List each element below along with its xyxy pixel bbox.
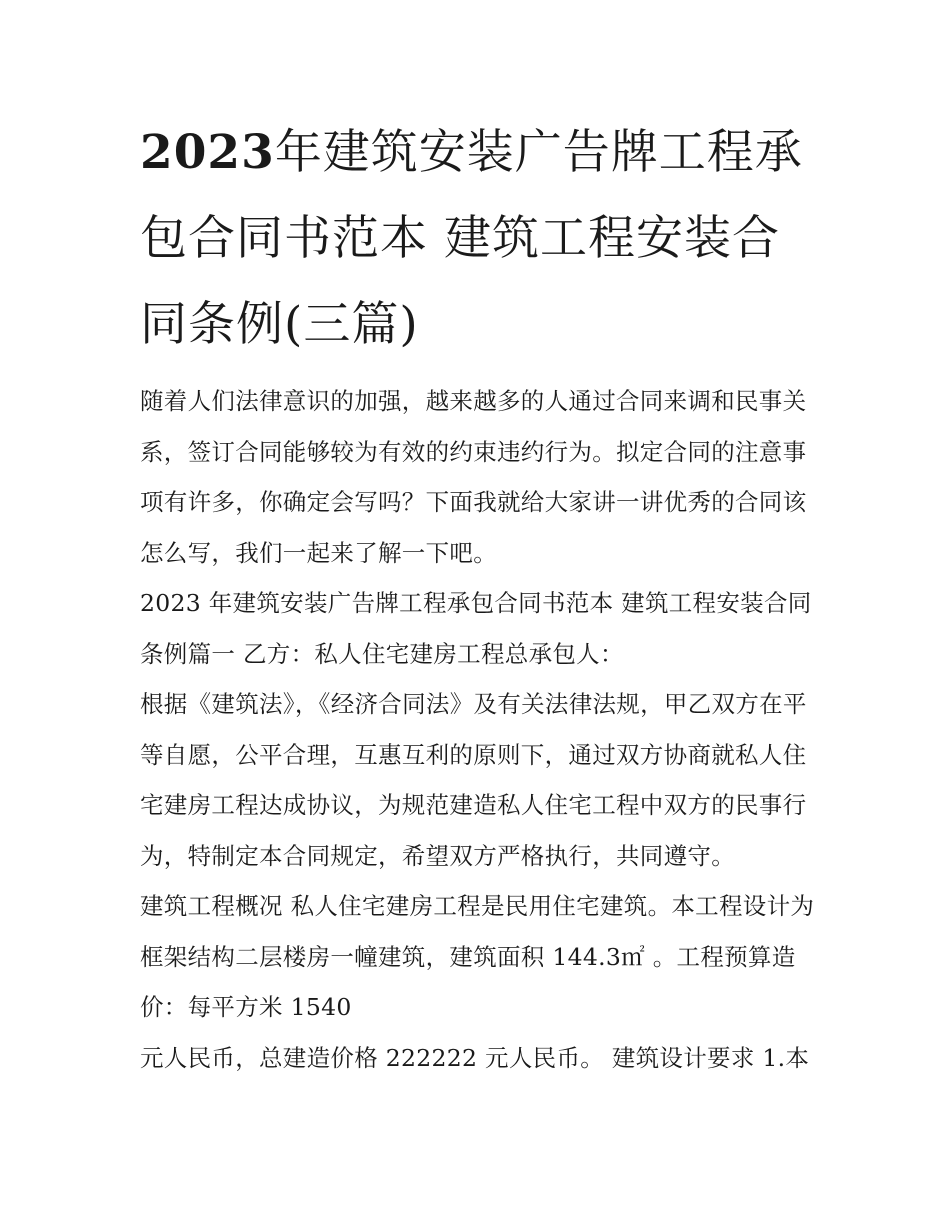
title-year: 2023 xyxy=(140,125,275,180)
document-body xyxy=(140,376,820,1083)
price-paragraph: 元人民币，总建造价格 222222 元人民币。 建筑设计要求 1.本 xyxy=(140,1043,810,1072)
intro-paragraph: 随着人们法律意识的加强，越来越多的人通过合同来调和民事关系，签订合同能够较为有效的约束违约行为。拟定合同的注意事项有许多，你确定会写吗？下面我就给大家讲一讲优秀的合同该怎么写，我们一起来了解一下吧。 xyxy=(140,387,807,567)
section-heading-paragraph: 2023 年建筑安装广告牌工程承包合同书范本 建筑工程安装合同条例篇一 乙方：私人住宅建房工程总承包人： xyxy=(140,589,812,668)
document-page xyxy=(140,110,820,1083)
legal-basis-paragraph: 根据《建筑法》，《经济合同法》及有关法律法规，甲乙双方在平等自愿，公平合理，互惠互利的原则下，通过双方协商就私人住宅建房工程达成协议，为规范建造私人住宅工程中双方的民事行为，特制定本合同规定，希望双方严格执行，共同遵守。 xyxy=(140,690,807,870)
title-text: 年建筑安装广告牌工程承包合同书范本 建筑工程安装合同条例(三篇) xyxy=(140,125,803,352)
project-overview-paragraph: 建筑工程概况 私人住宅建房工程是民用住宅建筑。本工程设计为框架结构二层楼房一幢建筑，建筑面积 144.3㎡ 。工程预算造价：每平方米 1540 xyxy=(140,892,815,1021)
document-title xyxy=(140,110,820,368)
